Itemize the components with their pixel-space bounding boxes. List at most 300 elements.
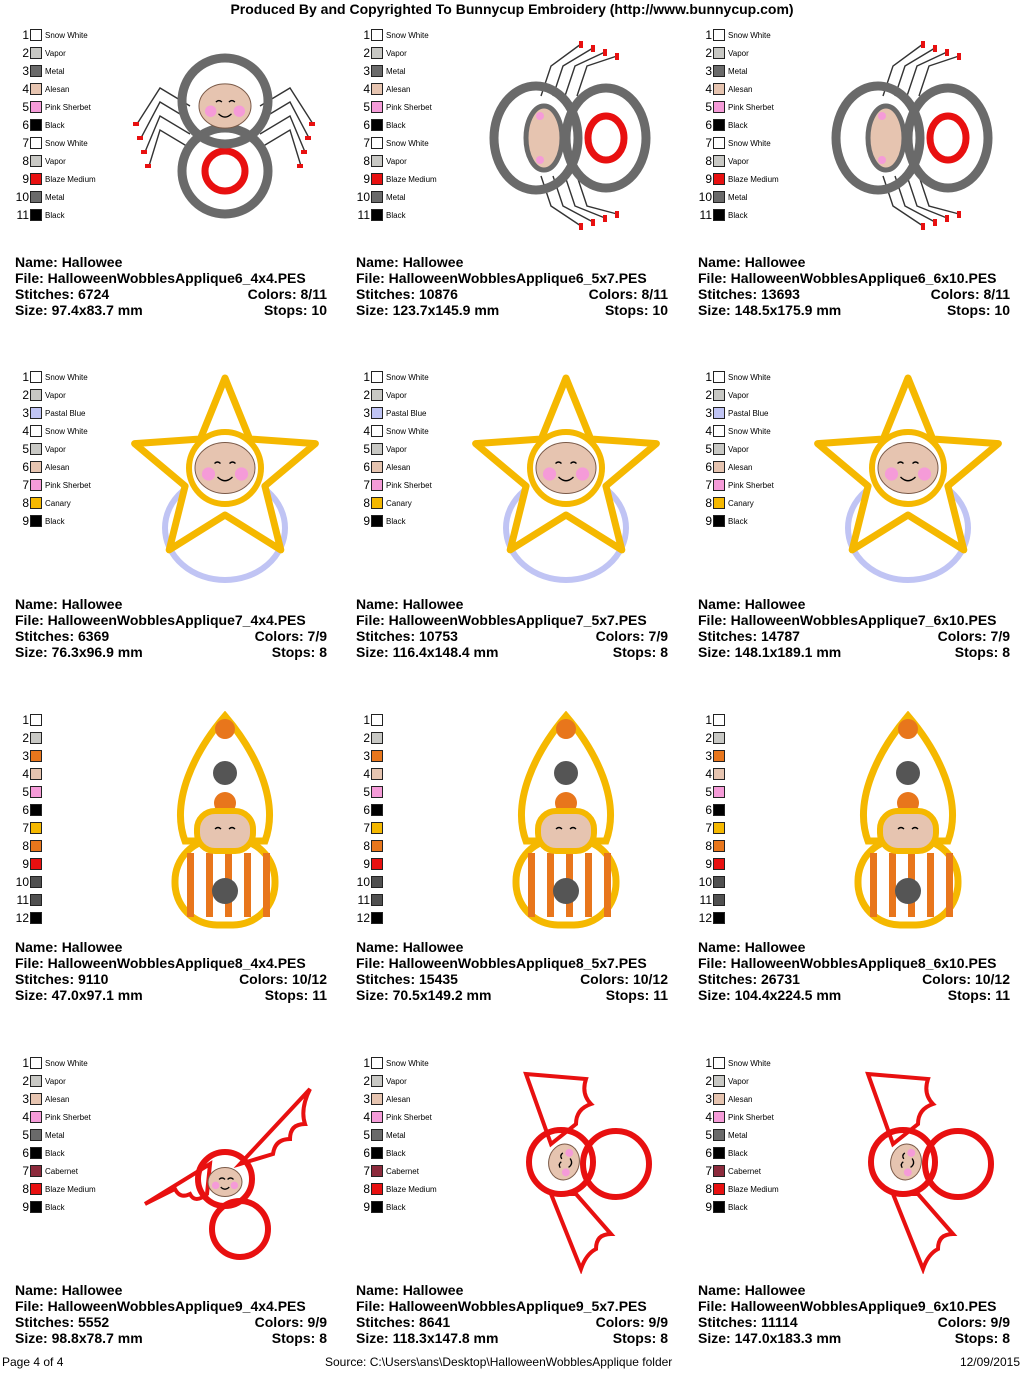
colors-label: Colors: — [254, 628, 308, 644]
stops-group — [955, 1330, 1010, 1346]
legend-number: 3 — [705, 749, 712, 763]
legend-number: 5 — [22, 785, 29, 799]
design-colors: 7/9 — [648, 628, 668, 644]
file-label: File: — [356, 612, 389, 628]
name-line — [698, 939, 1010, 955]
legend-thread-name: Alesan — [728, 1095, 753, 1104]
legend-number: 4 — [22, 82, 29, 96]
legend-swatch — [371, 407, 383, 419]
legend-thread-name: Alesan — [386, 85, 411, 94]
design-info — [356, 939, 668, 1003]
footer-page: Page 4 of 4 — [2, 1355, 64, 1369]
legend-swatch — [30, 137, 42, 149]
design-size: 148.1x189.1 mm — [734, 644, 842, 660]
design-card — [698, 1054, 1018, 1384]
legend-number: 9 — [363, 514, 370, 528]
legend-thread-name: Vapor — [45, 157, 66, 166]
colors-label: Colors: — [239, 971, 292, 987]
legend-thread-name: Vapor — [45, 49, 66, 58]
legend-swatch — [371, 515, 383, 527]
legend-thread-name: Pink Sherbet — [45, 481, 91, 490]
colors-group — [248, 286, 327, 302]
legend-number: 2 — [363, 46, 370, 60]
legend-thread-name: Vapor — [386, 49, 407, 58]
stitches-line — [356, 286, 668, 302]
design-info — [356, 1282, 668, 1346]
footer-source: Source: C:\Users\ans\Desktop\HalloweenWobblesApplique folder — [325, 1355, 673, 1369]
legend-swatch — [30, 173, 42, 185]
legend-number: 2 — [705, 1074, 712, 1088]
legend-number: 1 — [363, 713, 370, 727]
design-colors: 7/9 — [990, 628, 1010, 644]
legend-number: 8 — [363, 1182, 370, 1196]
name-line — [356, 939, 668, 955]
design-file: HalloweenWobblesApplique6_4x4.PES — [47, 270, 306, 286]
file-line — [698, 270, 1010, 286]
file-label: File: — [698, 270, 731, 286]
legend-swatch — [713, 1201, 725, 1213]
legend-number: 5 — [22, 100, 29, 114]
legend-number: 9 — [363, 1200, 370, 1214]
legend-number: 3 — [22, 64, 29, 78]
stops-group — [606, 987, 668, 1003]
legend-thread-name: Pink Sherbet — [728, 103, 774, 112]
legend-thread-name: Alesan — [728, 463, 753, 472]
legend-swatch — [371, 29, 383, 41]
design-card — [356, 26, 676, 356]
design-info — [698, 939, 1010, 1003]
legend-swatch — [371, 389, 383, 401]
size-line — [698, 987, 1010, 1003]
legend-thread-name: Black — [45, 1203, 65, 1212]
legend-number: 6 — [22, 460, 29, 474]
design-name: Hallowee — [61, 1282, 123, 1298]
design-preview-image — [456, 368, 676, 588]
stops-label: Stops: — [271, 1330, 320, 1346]
legend-number: 6 — [363, 460, 370, 474]
legend-thread-name: Snow White — [386, 1059, 429, 1068]
design-preview-image — [115, 1054, 335, 1274]
size-label: Size: — [356, 987, 393, 1003]
design-stops: 10 — [652, 302, 668, 318]
legend-number: 2 — [705, 46, 712, 60]
design-colors: 7/9 — [307, 628, 327, 644]
legend-swatch — [713, 768, 725, 780]
legend-number: 7 — [22, 136, 29, 150]
legend-number: 7 — [22, 1164, 29, 1178]
legend-thread-name: Snow White — [45, 1059, 88, 1068]
legend-thread-name: Blaze Medium — [45, 1185, 96, 1194]
legend-thread-name: Black — [386, 121, 406, 130]
stops-label: Stops: — [612, 644, 661, 660]
legend-swatch — [713, 1183, 725, 1195]
legend-number: 3 — [363, 749, 370, 763]
legend-thread-name: Vapor — [386, 157, 407, 166]
file-label: File: — [698, 1298, 731, 1314]
design-name: Hallowee — [61, 939, 123, 955]
legend-number: 1 — [22, 1056, 29, 1070]
design-stitches: 6724 — [78, 286, 110, 302]
design-colors: 10/12 — [974, 971, 1010, 987]
legend-swatch — [371, 732, 383, 744]
legend-swatch — [30, 876, 42, 888]
design-stops: 10 — [994, 302, 1010, 318]
legend-swatch — [30, 1147, 42, 1159]
legend-thread-name: Cabernet — [728, 1167, 761, 1176]
legend-thread-name: Black — [386, 517, 406, 526]
colors-label: Colors: — [580, 971, 633, 987]
colors-label: Colors: — [922, 971, 975, 987]
legend-thread-name: Pink Sherbet — [386, 1113, 432, 1122]
legend-swatch — [713, 425, 725, 437]
design-name: Hallowee — [402, 254, 464, 270]
legend-number: 11 — [357, 208, 370, 222]
legend-number: 8 — [363, 154, 370, 168]
design-stops: 11 — [312, 987, 327, 1003]
legend-thread-name: Vapor — [386, 1077, 407, 1086]
file-label: File: — [15, 1298, 48, 1314]
name-line — [698, 254, 1010, 270]
legend-swatch — [30, 822, 42, 834]
legend-number: 1 — [363, 370, 370, 384]
legend-number: 5 — [705, 1128, 712, 1142]
legend-thread-name: Snow White — [386, 139, 429, 148]
design-preview-image — [798, 711, 1018, 931]
legend-number: 4 — [22, 1110, 29, 1124]
design-card — [15, 368, 335, 698]
stitches-label: Stitches: — [698, 628, 762, 644]
legend-thread-name: Canary — [386, 499, 412, 508]
legend-number: 12 — [356, 911, 370, 925]
stitches-line — [15, 628, 327, 644]
legend-swatch — [371, 137, 383, 149]
stitches-line — [698, 1314, 1010, 1330]
legend-thread-name: Pink Sherbet — [728, 481, 774, 490]
design-size: 97.4x83.7 mm — [51, 302, 143, 318]
legend-swatch — [371, 1147, 383, 1159]
size-label: Size: — [356, 1330, 393, 1346]
legend-swatch — [713, 876, 725, 888]
legend-swatch — [30, 1057, 42, 1069]
legend-swatch — [30, 461, 42, 473]
size-line — [15, 302, 327, 318]
stops-group — [605, 302, 668, 318]
stitches-line — [356, 971, 668, 987]
stops-label: Stops: — [954, 644, 1003, 660]
legend-swatch — [371, 912, 383, 924]
stops-label: Stops: — [604, 302, 653, 318]
legend-number: 9 — [22, 1200, 29, 1214]
stops-label: Stops: — [954, 1330, 1003, 1346]
legend-thread-name: Pink Sherbet — [728, 1113, 774, 1122]
legend-number: 1 — [705, 713, 712, 727]
legend-number: 5 — [22, 1128, 29, 1142]
legend-swatch — [713, 65, 725, 77]
legend-swatch — [30, 371, 42, 383]
legend-number: 9 — [705, 857, 712, 871]
legend-swatch — [30, 894, 42, 906]
legend-thread-name: Alesan — [45, 1095, 70, 1104]
legend-swatch — [30, 407, 42, 419]
file-line — [698, 612, 1010, 628]
legend-thread-name: Cabernet — [45, 1167, 78, 1176]
legend-thread-name: Blaze Medium — [386, 175, 437, 184]
legend-number: 1 — [363, 1056, 370, 1070]
legend-thread-name: Metal — [386, 67, 406, 76]
legend-swatch — [30, 804, 42, 816]
design-card — [698, 711, 1018, 1041]
legend-swatch — [713, 209, 725, 221]
design-info — [698, 1282, 1010, 1346]
legend-thread-name: Metal — [728, 1131, 748, 1140]
stops-label: Stops: — [612, 1330, 661, 1346]
design-name: Hallowee — [744, 1282, 806, 1298]
colors-label: Colors: — [588, 286, 642, 302]
design-colors: 10/12 — [291, 971, 327, 987]
legend-number: 12 — [15, 911, 29, 925]
legend-swatch — [30, 768, 42, 780]
design-stops: 8 — [660, 644, 668, 660]
legend-thread-name: Snow White — [45, 373, 88, 382]
legend-number: 1 — [705, 28, 712, 42]
design-size: 98.8x78.7 mm — [51, 1330, 143, 1346]
legend-thread-name: Black — [45, 211, 65, 220]
legend-number: 2 — [363, 1074, 370, 1088]
legend-number: 6 — [363, 1146, 370, 1160]
legend-number: 6 — [705, 460, 712, 474]
stitches-label: Stitches: — [356, 286, 420, 302]
design-preview-image — [798, 26, 1018, 246]
design-stitches: 6369 — [78, 628, 110, 644]
file-line — [15, 955, 327, 971]
design-size: 123.7x145.9 mm — [392, 302, 500, 318]
size-label: Size: — [356, 302, 393, 318]
legend-swatch — [713, 822, 725, 834]
legend-swatch — [371, 714, 383, 726]
legend-swatch — [30, 840, 42, 852]
legend-thread-name: Blaze Medium — [728, 1185, 779, 1194]
legend-swatch — [371, 1129, 383, 1141]
legend-swatch — [371, 425, 383, 437]
legend-thread-name: Alesan — [728, 85, 753, 94]
legend-number: 1 — [22, 28, 29, 42]
legend-number: 7 — [363, 1164, 370, 1178]
name-label: Name: — [15, 939, 62, 955]
stitches-line — [15, 286, 327, 302]
legend-number: 5 — [705, 100, 712, 114]
design-colors: 9/9 — [648, 1314, 668, 1330]
legend-number: 3 — [705, 1092, 712, 1106]
legend-number: 3 — [705, 64, 712, 78]
legend-thread-name: Metal — [386, 193, 406, 202]
legend-swatch — [371, 371, 383, 383]
legend-number: 7 — [22, 478, 29, 492]
legend-thread-name: Black — [728, 1149, 748, 1158]
file-label: File: — [356, 270, 389, 286]
legend-swatch — [371, 191, 383, 203]
stops-label: Stops: — [263, 302, 312, 318]
legend-thread-name: Blaze Medium — [386, 1185, 437, 1194]
design-stops: 8 — [1002, 644, 1010, 660]
name-line — [15, 939, 327, 955]
stitches-label: Stitches: — [698, 286, 762, 302]
design-size: 148.5x175.9 mm — [734, 302, 842, 318]
legend-number: 4 — [705, 82, 712, 96]
legend-number: 6 — [22, 803, 29, 817]
legend-number: 3 — [705, 406, 712, 420]
legend-number: 8 — [705, 1182, 712, 1196]
legend-thread-name: Snow White — [728, 427, 771, 436]
legend-swatch — [713, 1057, 725, 1069]
legend-number: 2 — [363, 388, 370, 402]
size-line — [15, 644, 327, 660]
file-line — [15, 612, 327, 628]
legend-thread-name: Black — [728, 211, 748, 220]
design-stops: 11 — [653, 987, 668, 1003]
colors-label: Colors: — [254, 1314, 308, 1330]
design-size: 47.0x97.1 mm — [51, 987, 143, 1003]
legend-thread-name: Black — [45, 121, 65, 130]
legend-number: 11 — [16, 208, 29, 222]
legend-swatch — [30, 497, 42, 509]
legend-thread-name: Snow White — [728, 31, 771, 40]
legend-swatch — [30, 119, 42, 131]
size-label: Size: — [15, 302, 52, 318]
design-card — [356, 368, 676, 698]
legend-number: 5 — [705, 785, 712, 799]
legend-number: 6 — [363, 803, 370, 817]
legend-number: 5 — [363, 100, 370, 114]
design-preview-image — [115, 368, 335, 588]
legend-number: 5 — [22, 442, 29, 456]
legend-swatch — [713, 119, 725, 131]
legend-number: 6 — [705, 1146, 712, 1160]
legend-swatch — [371, 83, 383, 95]
design-preview-image — [456, 711, 676, 931]
legend-swatch — [30, 858, 42, 870]
legend-swatch — [371, 1075, 383, 1087]
design-size: 76.3x96.9 mm — [51, 644, 143, 660]
legend-thread-name: Snow White — [386, 373, 429, 382]
design-name: Hallowee — [61, 596, 123, 612]
legend-number: 9 — [22, 172, 29, 186]
size-line — [698, 302, 1010, 318]
legend-swatch — [371, 443, 383, 455]
legend-number: 11 — [699, 208, 712, 222]
stops-group — [948, 987, 1010, 1003]
name-label: Name: — [698, 1282, 745, 1298]
legend-swatch — [30, 515, 42, 527]
legend-swatch — [371, 47, 383, 59]
file-label: File: — [356, 955, 389, 971]
design-info — [698, 596, 1010, 660]
colors-group — [931, 286, 1010, 302]
legend-swatch — [371, 101, 383, 113]
name-line — [15, 596, 327, 612]
file-label: File: — [698, 955, 731, 971]
legend-swatch — [713, 1147, 725, 1159]
file-line — [698, 1298, 1010, 1314]
legend-number: 10 — [356, 875, 370, 889]
design-stops: 8 — [660, 1330, 668, 1346]
legend-thread-name: Snow White — [45, 31, 88, 40]
legend-swatch — [713, 732, 725, 744]
legend-thread-name: Snow White — [45, 427, 88, 436]
size-line — [356, 1330, 668, 1346]
design-size: 147.0x183.3 mm — [734, 1330, 842, 1346]
legend-swatch — [30, 750, 42, 762]
legend-number: 2 — [22, 731, 29, 745]
file-line — [15, 1298, 327, 1314]
name-line — [698, 596, 1010, 612]
legend-thread-name: Pastal Blue — [728, 409, 769, 418]
design-name: Hallowee — [402, 939, 464, 955]
design-stops: 11 — [995, 987, 1010, 1003]
colors-label: Colors: — [937, 628, 991, 644]
legend-swatch — [371, 497, 383, 509]
size-line — [356, 644, 668, 660]
legend-swatch — [713, 101, 725, 113]
stitches-label: Stitches: — [356, 628, 420, 644]
page-header: Produced By and Copyrighted To Bunnycup Embroidery (http://www.bunnycup.com) — [230, 1, 794, 17]
file-line — [15, 270, 327, 286]
legend-swatch — [371, 1057, 383, 1069]
size-label: Size: — [356, 644, 393, 660]
legend-thread-name: Metal — [728, 67, 748, 76]
legend-swatch — [30, 1183, 42, 1195]
size-line — [356, 987, 668, 1003]
legend-swatch — [371, 858, 383, 870]
colors-label: Colors: — [595, 1314, 649, 1330]
legend-swatch — [30, 155, 42, 167]
legend-swatch — [713, 1093, 725, 1105]
legend-thread-name: Vapor — [45, 391, 66, 400]
legend-number: 4 — [705, 424, 712, 438]
size-label: Size: — [698, 302, 735, 318]
stops-label: Stops: — [947, 987, 996, 1003]
legend-swatch — [713, 894, 725, 906]
design-file: HalloweenWobblesApplique6_5x7.PES — [388, 270, 647, 286]
design-colors: 9/9 — [990, 1314, 1010, 1330]
stops-label: Stops: — [605, 987, 654, 1003]
stitches-label: Stitches: — [356, 1314, 420, 1330]
legend-swatch — [30, 389, 42, 401]
name-label: Name: — [356, 254, 403, 270]
legend-swatch — [371, 1111, 383, 1123]
design-stitches: 5552 — [78, 1314, 110, 1330]
design-card — [356, 711, 676, 1041]
legend-swatch — [371, 1093, 383, 1105]
stitches-line — [15, 971, 327, 987]
colors-group — [255, 1314, 327, 1330]
stitches-line — [356, 628, 668, 644]
design-colors: 10/12 — [632, 971, 668, 987]
legend-swatch — [30, 29, 42, 41]
legend-number: 7 — [705, 821, 712, 835]
legend-swatch — [30, 786, 42, 798]
legend-number: 2 — [22, 388, 29, 402]
legend-swatch — [371, 461, 383, 473]
design-info — [15, 1282, 327, 1346]
legend-swatch — [713, 137, 725, 149]
name-line — [15, 1282, 327, 1298]
file-line — [356, 270, 668, 286]
design-file: HalloweenWobblesApplique9_6x10.PES — [730, 1298, 997, 1314]
legend-number: 8 — [22, 1182, 29, 1196]
design-info — [15, 596, 327, 660]
stitches-line — [698, 286, 1010, 302]
legend-swatch — [713, 461, 725, 473]
